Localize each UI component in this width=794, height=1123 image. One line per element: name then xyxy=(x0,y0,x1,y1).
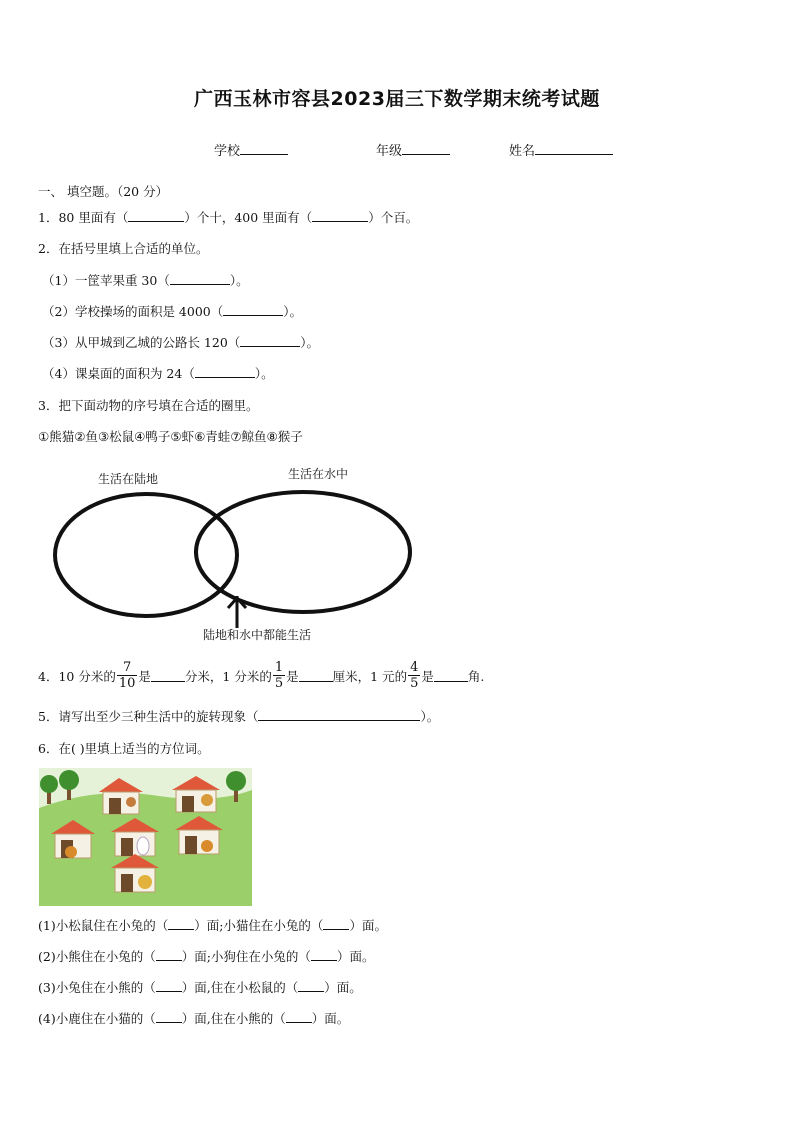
page-title: 广西玉林市容县2023届三下数学期末统考试题 xyxy=(194,88,600,110)
q6-item-4-text-c: ）面。 xyxy=(311,1011,350,1026)
q6-item-3 xyxy=(38,978,362,996)
q4-text-c: 分米，1 分米的 xyxy=(184,668,272,684)
q6-item-3-text-c: ）面。 xyxy=(324,980,362,995)
animal-item: ⑤虾 xyxy=(170,429,195,444)
q4-text-d: 是 xyxy=(286,668,299,684)
fraction-denominator: 5 xyxy=(274,676,284,691)
q6-item-1 xyxy=(38,916,387,934)
name-label: 姓名 xyxy=(509,144,536,159)
question-3-stem: 3．把下面动物的序号填在合适的圈里。 xyxy=(38,398,259,413)
q6-item-2-text-c: ）面。 xyxy=(336,949,375,964)
q2-item-1-answer[interactable] xyxy=(170,272,230,285)
q2-item-4 xyxy=(42,364,274,382)
q4-text-f: 是 xyxy=(421,668,434,684)
q6-item-3-answer-2[interactable] xyxy=(298,979,324,992)
animal-item: ②鱼 xyxy=(74,429,98,444)
q1-text-b: ）个十，400 里面有（ xyxy=(184,210,313,225)
q6-item-3-answer-1[interactable] xyxy=(156,979,182,992)
q6-item-1-answer-2[interactable] xyxy=(323,917,349,930)
q6-item-4-text-b: ）面,住在小熊的（ xyxy=(181,1011,286,1026)
venn-land-label: 生活在陆地 xyxy=(98,472,159,486)
animal-houses-illustration xyxy=(39,768,252,906)
q5-end: ）。 xyxy=(420,709,440,724)
q1-answer-1[interactable] xyxy=(128,209,184,222)
q6-item-2-answer-2[interactable] xyxy=(311,948,337,961)
grade-field[interactable] xyxy=(376,140,450,159)
venn-both-label: 陆地和水中都能生活 xyxy=(203,628,312,642)
question-1 xyxy=(38,208,418,226)
q2-item-3-answer[interactable] xyxy=(240,334,300,347)
fraction-denominator: 10 xyxy=(118,676,136,691)
animal-list xyxy=(38,427,303,445)
cat-icon xyxy=(201,840,213,852)
q2-item-4-end: ）。 xyxy=(254,366,274,381)
q6-item-1-answer-1[interactable] xyxy=(168,917,194,930)
q2-item-2 xyxy=(42,302,302,320)
animal-item: ①熊猫 xyxy=(38,429,75,444)
q2-item-2-text: （2）学校操场的面积是 4000（ xyxy=(42,304,224,319)
q5-answer[interactable] xyxy=(258,708,420,721)
rabbit-icon xyxy=(137,837,149,855)
q6-item-2-text-b: ）面;小狗住在小兔的（ xyxy=(181,949,311,964)
q2-item-1 xyxy=(42,271,249,289)
q2-item-1-end: ）。 xyxy=(229,273,249,288)
q2-item-3-text: （3）从甲城到乙城的公路长 120（ xyxy=(42,335,241,350)
q4-text-a: 4．10 分米的 xyxy=(38,668,116,684)
q1-text-c: ）个百。 xyxy=(368,210,419,225)
q2-item-3 xyxy=(42,333,319,351)
water-circle[interactable] xyxy=(196,492,410,612)
fraction-1-5 xyxy=(273,660,285,691)
q5-text: 5．请写出至少三种生活中的旋转现象（ xyxy=(38,709,259,724)
q6-item-2 xyxy=(38,947,374,965)
name-field[interactable] xyxy=(509,140,613,159)
fraction-numerator: 7 xyxy=(122,660,132,675)
q2-item-4-text: （4）课桌面的面积为 24（ xyxy=(42,366,195,381)
squirrel-icon xyxy=(126,797,136,807)
fraction-numerator: 4 xyxy=(410,660,419,675)
grade-label: 年级 xyxy=(376,144,403,159)
section-heading: 一、 填空题。（20 分） xyxy=(38,184,169,199)
q6-item-4-text-a: (4)小鹿住在小猫的（ xyxy=(38,1011,156,1026)
q2-item-3-end: ）。 xyxy=(300,335,320,350)
q6-item-1-text-a: (1)小松鼠住在小兔的（ xyxy=(38,918,169,933)
q6-item-4-answer-2[interactable] xyxy=(286,1010,312,1023)
venn-water-label: 生活在水中 xyxy=(288,467,349,481)
land-circle[interactable] xyxy=(55,494,237,616)
fraction-7-10 xyxy=(117,660,138,691)
question-6-stem: 6．在( )里填上适当的方位词。 xyxy=(38,741,210,756)
q1-text-a: 80 里面有（ xyxy=(58,210,129,225)
animal-item: ⑦鲸鱼 xyxy=(230,429,267,444)
fraction-4-5 xyxy=(408,660,420,691)
q2-item-2-end: ）。 xyxy=(283,304,303,319)
q6-item-3-text-a: (3)小兔住在小熊的（ xyxy=(38,980,156,995)
animal-item: ⑧猴子 xyxy=(266,429,303,444)
school-field[interactable] xyxy=(214,140,288,159)
q2-item-2-answer[interactable] xyxy=(223,303,283,316)
bear-icon xyxy=(138,875,152,889)
q6-item-2-answer-1[interactable] xyxy=(156,948,182,961)
q4-answer-3[interactable] xyxy=(434,669,468,682)
q1-number: 1． xyxy=(38,210,59,225)
fraction-numerator: 1 xyxy=(274,660,284,675)
q4-text-e: 厘米，1 元的 xyxy=(332,668,408,684)
q6-item-4-answer-1[interactable] xyxy=(156,1010,182,1023)
question-4 xyxy=(38,660,484,691)
question-2-stem: 2．在括号里填上合适的单位。 xyxy=(38,241,209,256)
q6-item-1-text-c: ）面。 xyxy=(349,918,387,933)
question-5 xyxy=(38,707,439,725)
animal-item: ④鸭子 xyxy=(134,429,171,444)
venn-diagram xyxy=(40,460,430,650)
deer-icon xyxy=(201,794,213,806)
dog-icon xyxy=(65,846,77,858)
q4-answer-1[interactable] xyxy=(151,669,185,682)
q4-text-b: 是 xyxy=(138,668,151,684)
q2-item-1-text: （1）一筐苹果重 30（ xyxy=(42,273,170,288)
q4-text-g: 角. xyxy=(467,668,485,684)
q6-item-1-text-b: ）面;小猫住在小兔的（ xyxy=(194,918,324,933)
q4-answer-2[interactable] xyxy=(299,669,333,682)
q1-answer-2[interactable] xyxy=(312,209,368,222)
q6-item-4 xyxy=(38,1009,349,1027)
school-label: 学校 xyxy=(214,144,241,159)
q6-item-3-text-b: ）面,住在小松鼠的（ xyxy=(181,980,299,995)
q2-item-4-answer[interactable] xyxy=(195,365,255,378)
animal-item: ⑥青蛙 xyxy=(194,429,231,444)
fraction-denominator: 5 xyxy=(410,676,419,691)
q6-item-2-text-a: (2)小熊住在小兔的（ xyxy=(38,949,156,964)
animal-item: ③松鼠 xyxy=(97,429,135,444)
